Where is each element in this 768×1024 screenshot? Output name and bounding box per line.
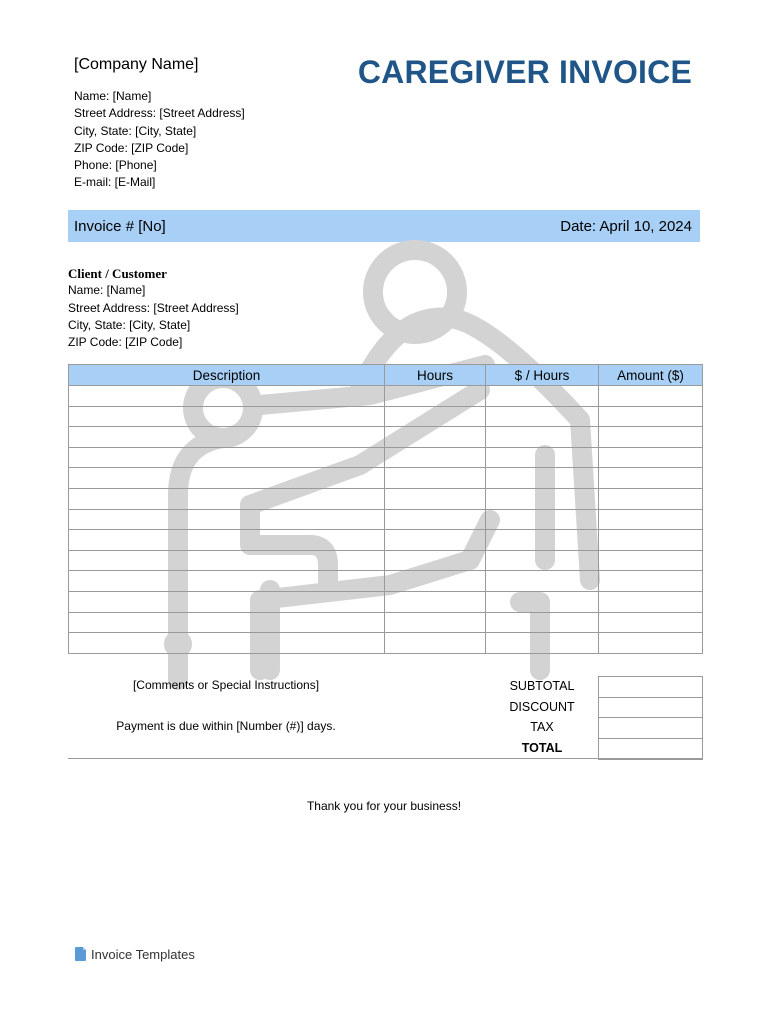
cell-rate[interactable] bbox=[486, 406, 599, 427]
cell-rate[interactable] bbox=[486, 571, 599, 592]
cell-rate[interactable] bbox=[486, 612, 599, 633]
cell-description[interactable] bbox=[69, 591, 385, 612]
cell-description[interactable] bbox=[69, 530, 385, 551]
cell-description[interactable] bbox=[69, 468, 385, 489]
client-zip-line: ZIP Code: [ZIP Code] bbox=[68, 335, 183, 350]
table-row bbox=[69, 530, 703, 551]
table-row bbox=[69, 612, 703, 633]
cell-amount[interactable] bbox=[599, 447, 703, 468]
cell-amount[interactable] bbox=[599, 571, 703, 592]
table-row bbox=[69, 447, 703, 468]
cell-rate[interactable] bbox=[486, 488, 599, 509]
table-row bbox=[69, 468, 703, 489]
cell-amount[interactable] bbox=[599, 550, 703, 571]
cell-rate[interactable] bbox=[486, 427, 599, 448]
table-row bbox=[69, 550, 703, 571]
cell-hours[interactable] bbox=[385, 447, 486, 468]
cell-amount[interactable] bbox=[599, 386, 703, 407]
company-zip-line: ZIP Code: [ZIP Code] bbox=[74, 140, 189, 155]
table-row bbox=[69, 488, 703, 509]
cell-rate[interactable] bbox=[486, 509, 599, 530]
document-title: CAREGIVER INVOICE bbox=[357, 54, 692, 90]
cell-description[interactable] bbox=[69, 509, 385, 530]
cell-hours[interactable] bbox=[385, 591, 486, 612]
cell-description[interactable] bbox=[69, 571, 385, 592]
cell-amount[interactable] bbox=[599, 591, 703, 612]
discount-label: DISCOUNT bbox=[509, 699, 575, 714]
cell-description[interactable] bbox=[69, 633, 385, 654]
cell-amount[interactable] bbox=[599, 530, 703, 551]
client-heading: Client / Customer bbox=[68, 266, 167, 281]
subtotal-label: SUBTOTAL bbox=[509, 679, 575, 693]
cell-hours[interactable] bbox=[385, 612, 486, 633]
company-phone-line: Phone: [Phone] bbox=[74, 158, 157, 173]
cell-hours[interactable] bbox=[385, 386, 486, 407]
line-items-table bbox=[68, 364, 703, 654]
column-header-hours: Hours bbox=[385, 365, 486, 386]
column-header-amount: Amount ($) bbox=[599, 365, 703, 386]
client-city-line: City, State: [City, State] bbox=[68, 317, 191, 332]
cell-amount[interactable] bbox=[599, 427, 703, 448]
company-street-line: Street Address: [Street Address] bbox=[74, 106, 245, 121]
cell-amount[interactable] bbox=[599, 468, 703, 489]
cell-amount[interactable] bbox=[599, 633, 703, 654]
column-header-description: Description bbox=[69, 365, 385, 386]
invoice-number: Invoice # [No] bbox=[74, 218, 166, 235]
company-email-line: E-mail: [E-Mail] bbox=[74, 175, 156, 190]
cell-rate[interactable] bbox=[486, 633, 599, 654]
company-city-line: City, State: [City, State] bbox=[74, 123, 197, 138]
cell-amount[interactable] bbox=[599, 612, 703, 633]
company-details bbox=[74, 88, 245, 192]
cell-rate[interactable] bbox=[486, 550, 599, 571]
brand-logo bbox=[74, 946, 195, 962]
cell-description[interactable] bbox=[69, 612, 385, 633]
cell-rate[interactable] bbox=[486, 591, 599, 612]
subtotal-value-cell[interactable] bbox=[598, 676, 703, 697]
cell-hours[interactable] bbox=[385, 468, 486, 489]
thank-you-note: Thank you for your business! bbox=[306, 799, 462, 813]
cell-amount[interactable] bbox=[599, 406, 703, 427]
total-label: TOTAL bbox=[521, 741, 563, 756]
cell-hours[interactable] bbox=[385, 530, 486, 551]
table-row bbox=[69, 386, 703, 407]
cell-rate[interactable] bbox=[486, 447, 599, 468]
tax-value-cell[interactable] bbox=[598, 717, 703, 738]
cell-hours[interactable] bbox=[385, 571, 486, 592]
cell-rate[interactable] bbox=[486, 468, 599, 489]
table-row bbox=[69, 406, 703, 427]
cell-description[interactable] bbox=[69, 447, 385, 468]
table-row bbox=[69, 571, 703, 592]
cell-rate[interactable] bbox=[486, 530, 599, 551]
cell-rate[interactable] bbox=[486, 386, 599, 407]
table-row bbox=[69, 633, 703, 654]
company-name-line: Name: [Name] bbox=[74, 89, 152, 103]
cell-description[interactable] bbox=[69, 406, 385, 427]
payment-terms: Payment is due within [Number (#)] days. bbox=[116, 719, 336, 733]
cell-description[interactable] bbox=[69, 550, 385, 571]
table-row bbox=[69, 509, 703, 530]
comments-note: [Comments or Special Instructions] bbox=[132, 678, 320, 692]
cell-hours[interactable] bbox=[385, 488, 486, 509]
tax-label: TAX bbox=[530, 720, 554, 735]
cell-hours[interactable] bbox=[385, 509, 486, 530]
brand-name: Invoice Templates bbox=[91, 946, 195, 962]
cell-hours[interactable] bbox=[385, 633, 486, 654]
cell-amount[interactable] bbox=[599, 488, 703, 509]
invoice-date: Date: April 10, 2024 bbox=[560, 218, 692, 235]
total-value-cell[interactable] bbox=[598, 738, 703, 760]
cell-amount[interactable] bbox=[599, 509, 703, 530]
client-street-line: Street Address: [Street Address] bbox=[68, 300, 239, 315]
cell-description[interactable] bbox=[69, 427, 385, 448]
table-row bbox=[69, 591, 703, 612]
summary-divider bbox=[68, 758, 703, 759]
company-name: [Company Name] bbox=[74, 56, 199, 73]
totals-values bbox=[598, 676, 703, 760]
cell-description[interactable] bbox=[69, 386, 385, 407]
table-row bbox=[69, 427, 703, 448]
cell-hours[interactable] bbox=[385, 550, 486, 571]
client-name-line: Name: [Name] bbox=[68, 283, 146, 298]
cell-hours[interactable] bbox=[385, 427, 486, 448]
cell-description[interactable] bbox=[69, 488, 385, 509]
cell-hours[interactable] bbox=[385, 406, 486, 427]
document-icon bbox=[74, 946, 87, 962]
table-header-row bbox=[69, 365, 703, 386]
discount-value-cell[interactable] bbox=[598, 697, 703, 718]
totals-labels bbox=[486, 676, 598, 759]
column-header-rate: $ / Hours bbox=[486, 365, 599, 386]
invoice-bar bbox=[68, 210, 700, 242]
